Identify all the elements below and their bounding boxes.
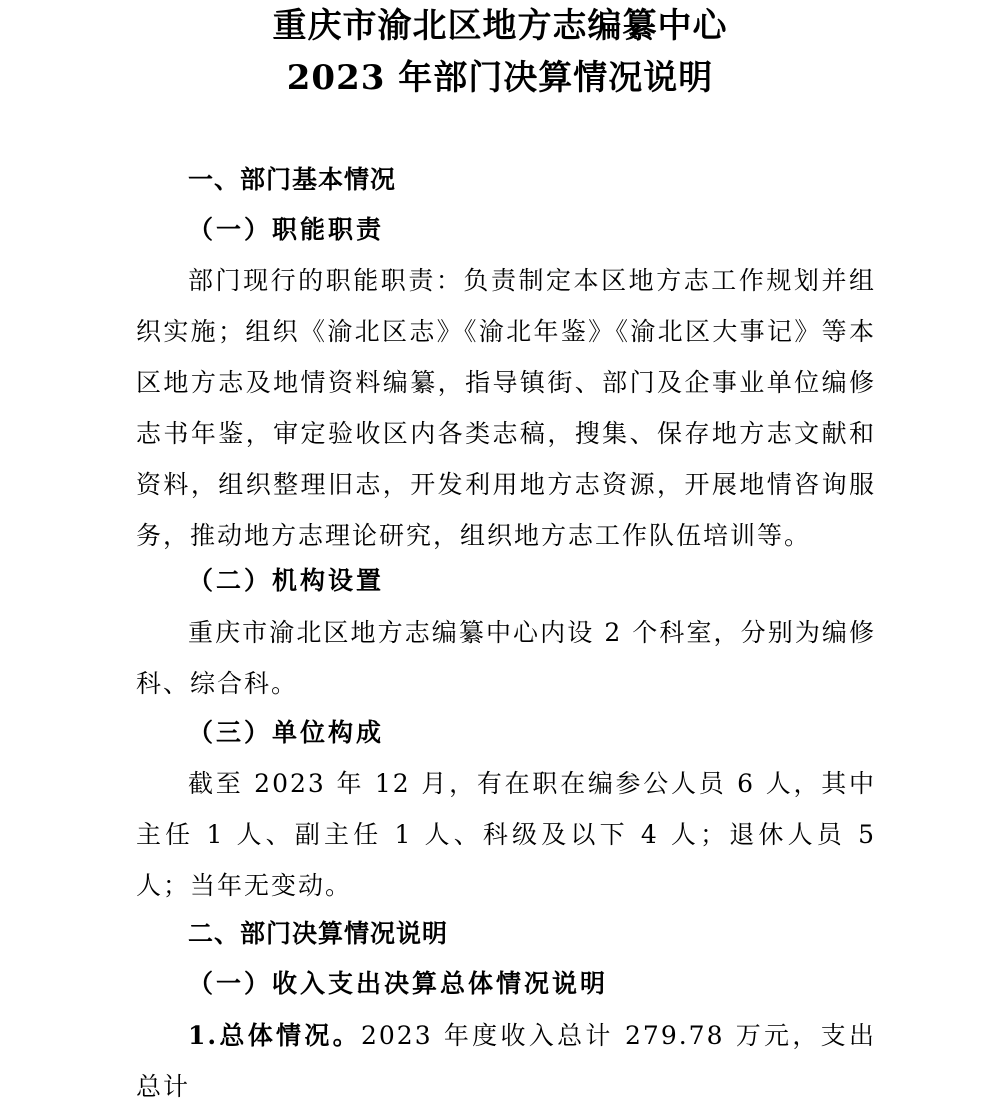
subsection-heading-functions: （一）职能职责 [188,215,385,244]
document-title-line2: 2023 年部门决算情况说明 [286,58,714,98]
subsection-heading-organization: （二）机构设置 [188,566,385,595]
paragraph-overall-situation [136,1010,876,1112]
paragraph-composition: 截至 2023 年 12 月，有在职在编参公人员 6 人，其中主任 1 人、副主任 1 人、科级及以下 4 人；退休人员 5 人；当年无变动。 [136,769,876,900]
overall-situation-text: 2023 年度收入总计 279.78 万元，支出总计 [136,1021,876,1101]
section-heading-basic-info: 一、部门基本情况 [188,165,397,194]
paragraph-functions: 部门现行的职能职责：负责制定本区地方志工作规划并组织实施；组织《渝北区志》《渝北年鉴》《渝北区大事记》等本区地方志及地情资料编纂，指导镇街、部门及企事业单位编修志书年鉴，审定验收区内各类志稿，搜集、保存地方志文献和资料，组织整理旧志，开发利用地方志资源，开展地情咨询服务，推动地方志理论研究，组织地方志工作队伍培训等。 [136,266,876,550]
overall-situation-lead: 1.总体情况。 [188,1021,361,1050]
subsection-heading-income-expenditure: （一）收入支出决算总体情况说明 [188,969,609,998]
subsection-heading-composition: （三）单位构成 [188,718,385,747]
document-title-line1: 重庆市渝北区地方志编纂中心 [272,6,728,46]
paragraph-organization: 重庆市渝北区地方志编纂中心内设 2 个科室，分别为编修科、综合科。 [136,618,876,698]
section-heading-final-accounts: 二、部门决算情况说明 [188,919,449,948]
